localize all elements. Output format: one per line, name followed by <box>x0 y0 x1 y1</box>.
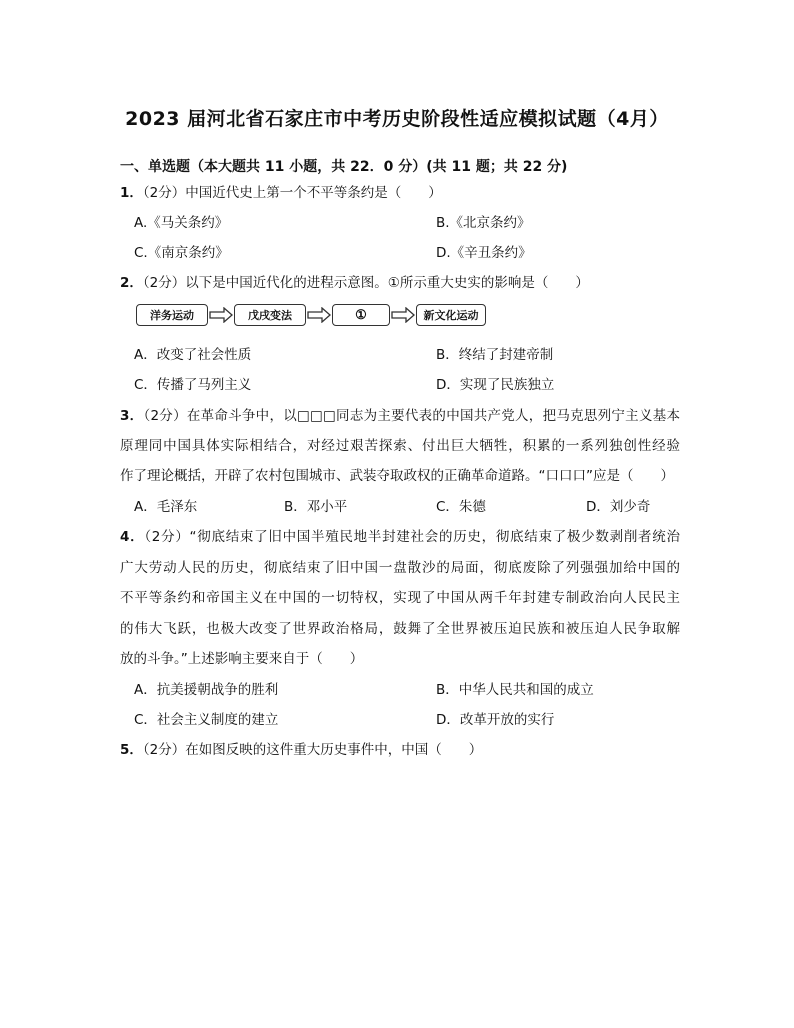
question-3-line-2: 原理同中国具体实际相结合，对经过艰苦探索、付出巨大牺牲，积累的一系列独创性经验 <box>120 438 680 454</box>
question-3-line-3: 作了理论概括，开辟了农村包围城市、武装夺取政权的正确革命道路。“口口口”应是（ ） <box>120 468 674 484</box>
option-c: C.《南京条约》 <box>134 245 229 261</box>
option-a: A．毛泽东 <box>134 499 198 515</box>
option-a: A.《马关条约》 <box>134 215 229 231</box>
option-d: D．实现了民族独立 <box>436 377 555 393</box>
question-stem: （2分）以下是中国近代化的进程示意图。①所示重大史实的影响是（ ） <box>142 275 589 291</box>
question-stem: （2分）中国近代史上第一个不平等条约是（ ） <box>142 185 442 201</box>
option-b: B.《北京条约》 <box>436 215 531 231</box>
question-number: 5． <box>120 742 143 758</box>
section-heading: 一、单选题（本大题共 11 小题，共 22．0 分）(共 11 题；共 22 分) <box>120 159 568 175</box>
option-a: A．抗美援朝战争的胜利 <box>134 682 279 698</box>
flow-step-4: 新文化运动 <box>416 304 486 326</box>
option-c: C．传播了马列主义 <box>134 377 252 393</box>
question-4-line-1: 4．（2分）“彻底结束了旧中国半殖民地半封建社会的历史，彻底结束了极少数剥削者统治 <box>120 529 680 545</box>
option-c: C．朱德 <box>436 499 486 515</box>
flow-step-3: ① <box>332 304 390 326</box>
question-4-line-4: 的伟大飞跃，也极大改变了世界政治格局，鼓舞了全世界被压迫民族和被压迫人民争取解 <box>120 621 680 637</box>
option-b: B．邓小平 <box>284 499 348 515</box>
question-4-line-2: 广大劳动人民的历史，彻底结束了旧中国一盘散沙的局面，彻底废除了列强强加给中国的 <box>120 560 680 576</box>
arrow-right-icon <box>208 307 234 323</box>
option-b: B．终结了封建帝制 <box>436 347 554 363</box>
question-3-line-1: 3．（2分）在革命斗争中，以□□□同志为主要代表的中国共产党人，把马克思列宁主义基本 <box>120 408 680 424</box>
question-stem: （2分）在如图反映的这件重大历史事件中，中国（ ） <box>142 742 483 758</box>
flow-step-2: 戊戌变法 <box>234 304 306 326</box>
arrow-right-icon <box>390 307 416 323</box>
option-a: A．改变了社会性质 <box>134 347 252 363</box>
option-d: D．改革开放的实行 <box>436 712 555 728</box>
question-4-line-3: 不平等条约和帝国主义在中国的一切特权，实现了中国从两千年封建专制政治向人民民主 <box>120 590 680 606</box>
question-number: 4． <box>120 529 145 545</box>
page-title: 2023 届河北省石家庄市中考历史阶段性适应模拟试题（4月） <box>125 108 669 130</box>
question-5 <box>120 738 482 758</box>
option-d: D.《辛丑条约》 <box>436 245 532 261</box>
question-1 <box>120 181 442 201</box>
question-number: 2． <box>120 275 143 291</box>
modernization-flow-diagram <box>136 302 486 328</box>
question-2 <box>120 271 589 291</box>
option-c: C．社会主义制度的建立 <box>134 712 279 728</box>
option-d: D．刘少奇 <box>586 499 651 515</box>
arrow-right-icon <box>306 307 332 323</box>
option-b: B．中华人民共和国的成立 <box>436 682 594 698</box>
question-number: 3． <box>120 408 144 424</box>
question-number: 1． <box>120 185 143 201</box>
flow-step-1: 洋务运动 <box>136 304 208 326</box>
question-4-line-5: 放的斗争。”上述影响主要来自于（ ） <box>120 651 364 667</box>
